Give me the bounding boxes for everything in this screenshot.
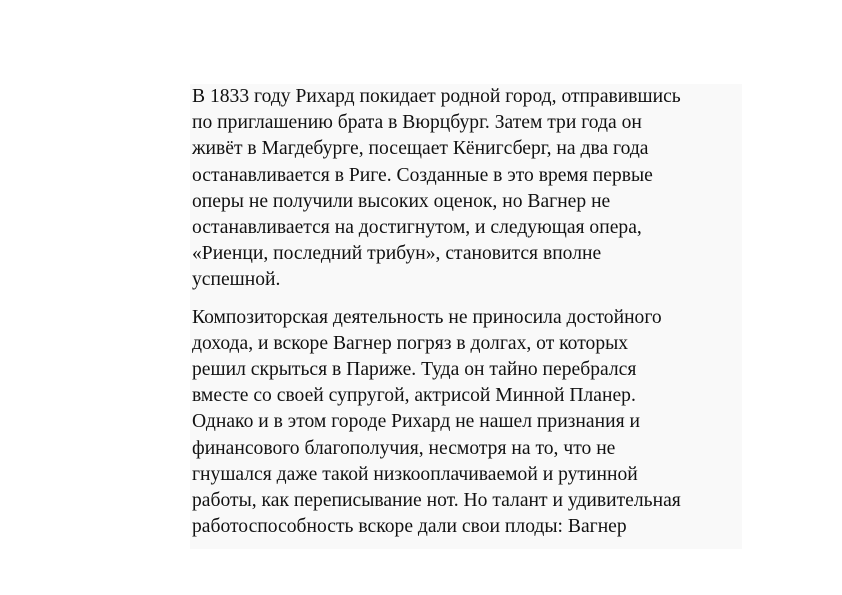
- paragraph-spacer: [190, 294, 742, 305]
- paragraph-2: [190, 305, 742, 541]
- text-line: Композиторская деятельность не приносила достойного: [192, 306, 662, 328]
- text-line: работы, как переписывание нот. Но талант и удивительная: [192, 490, 681, 512]
- paragraph-1: [190, 84, 742, 294]
- text-line: гнушался даже такой низкооплачиваемой и рутинной: [192, 463, 638, 485]
- text-line: В 1833 году Рихард покидает родной город, отправившись: [192, 86, 681, 107]
- text-line: успешной.: [192, 269, 281, 291]
- text-line: останавливается в Риге. Созданные в это время первые: [192, 164, 653, 186]
- text-line: оперы не получили высоких оценок, но Вагнер не: [192, 190, 611, 212]
- text-line: вместе со своей супругой, актрисой Минной Планер.: [192, 385, 636, 407]
- text-line: живёт в Магдебурге, посещает Кёнигсберг, на два года: [192, 138, 649, 160]
- text-block: [190, 84, 742, 549]
- text-line: дохода, и вскоре Вагнер погряз в долгах, от которых: [192, 332, 629, 354]
- text-line: финансового благополучия, несмотря на то, что не: [192, 437, 616, 459]
- text-line: «Риенци, последний трибун», становится вполне: [192, 243, 602, 265]
- text-line: работоспособность вскоре дали свои плоды: Вагнер: [192, 516, 627, 538]
- text-line: Однако и в этом городе Рихард не нашел признания и: [192, 411, 640, 433]
- text-line: останавливается на достигнутом, и следующая опера,: [192, 217, 642, 239]
- text-line: решил скрыться в Париже. Туда он тайно перебрался: [192, 359, 637, 381]
- text-line: по приглашению брата в Вюрцбург. Затем три года он: [192, 112, 642, 134]
